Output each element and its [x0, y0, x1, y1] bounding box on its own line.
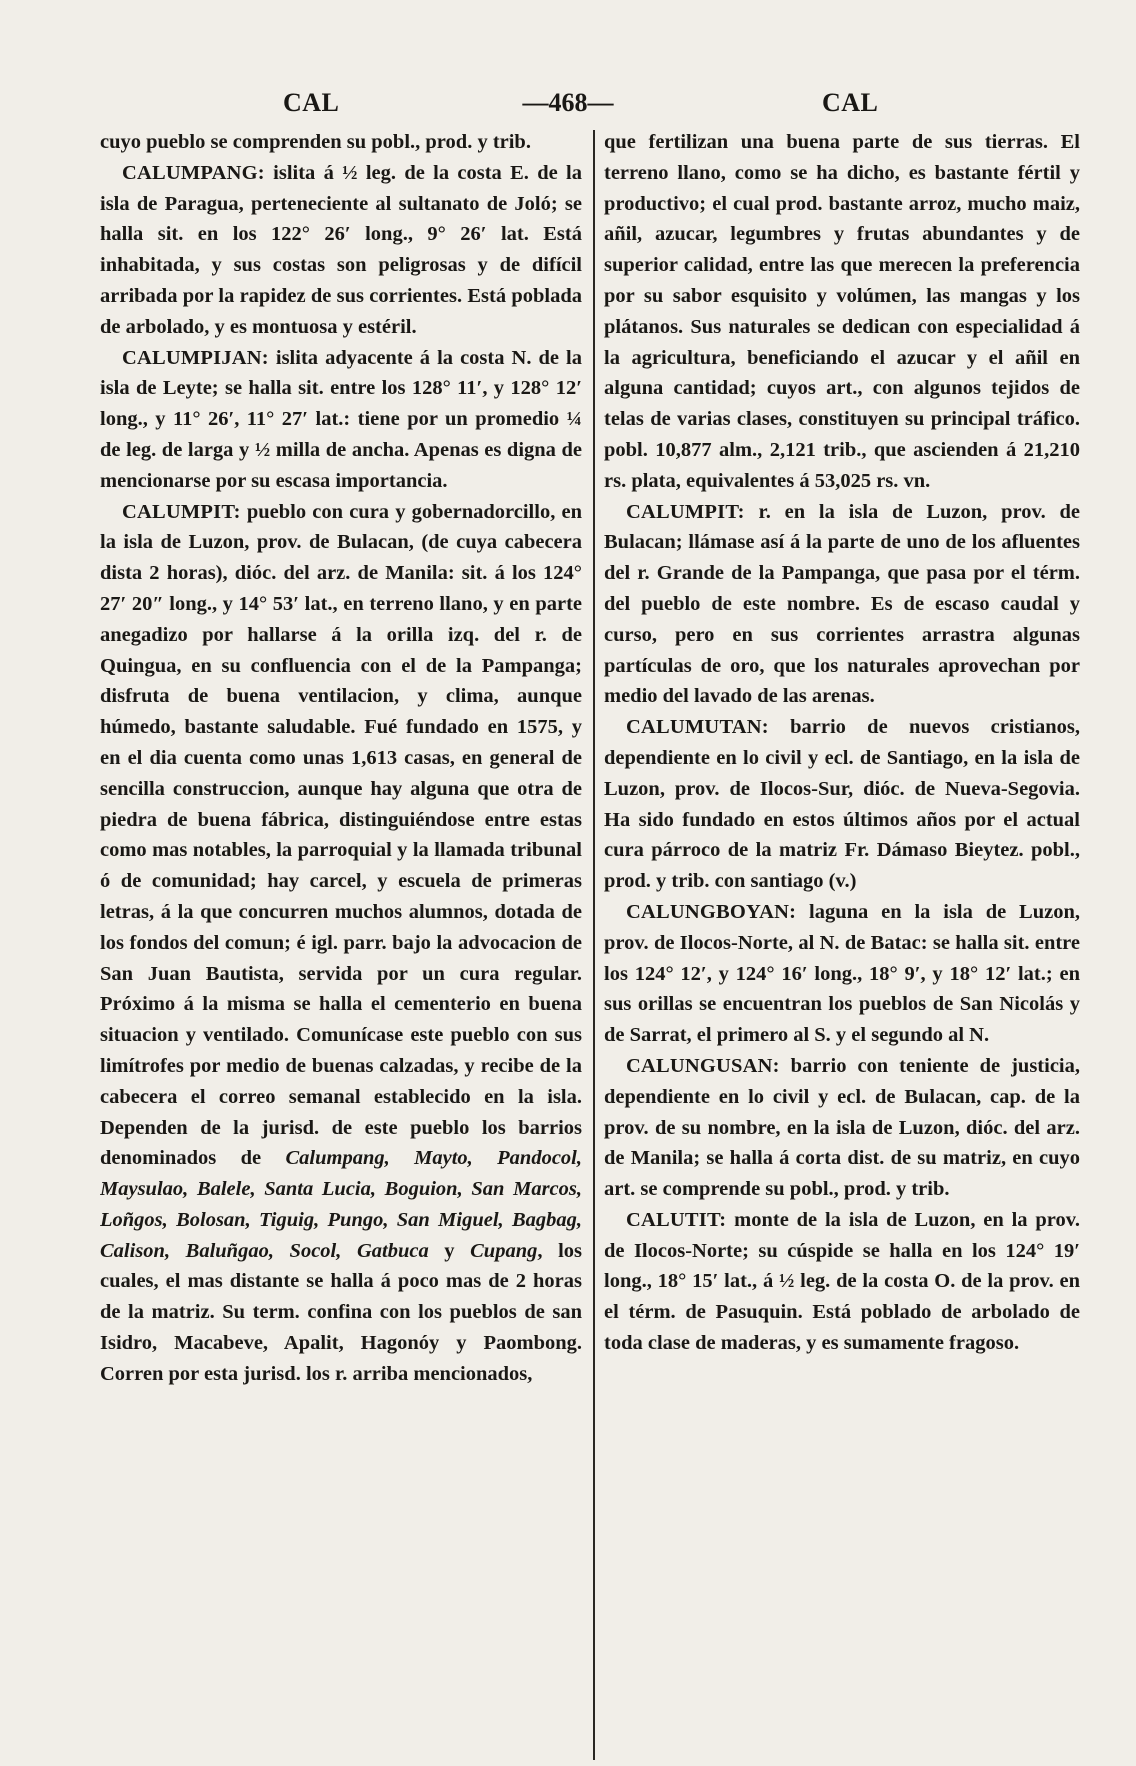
entry-calumpang-islet — [100, 158, 582, 343]
entry-heading: CALUMPANG: — [122, 161, 265, 184]
entry-calumutan — [604, 712, 1080, 897]
entry-calumpit-town — [100, 497, 582, 1390]
entry-text: pueblo con cura y gobernadorcillo, en la isla de Luzon, prov. de Bulacan, (de cuya cabecera dista 2 horas), dióc. del arz. de Manila: sit. á los 124° 27′ 20″ long., y 14° 53′ lat., en terreno llano, y en parte anegadizo por hallarse á la orilla izq. del r. de Quingua, en su confluencia con el de la Pampanga; disfruta de buena ventilacion, y clima, aunque húmedo, bastante saludable. Fué fundado en 1575, y en el dia cuenta como unas 1,613 casas, en general de sencilla construccion, aunque hay alguna que otra de piedra de buena fábrica, distinguiéndose entre estas como mas notables, la parroquial y la llamada tribunal ó de comunidad; hay carcel, y escuela de primeras letras, á la que concurren muchos alumnos, dotada de los fondos del comun; é igl. parr. bajo la advocacion de San Juan Bautista, servida por un cura regular. Próximo á la misma se halla el cementerio en buena situacion y ventilado. Comunícase este pueblo con sus limítrofes por medio de buenas calzadas, y recibe de la cabecera el correo semanal establecido en la isla. Dependen de la jurisd. de este pueblo los barrios denominados de — [100, 500, 582, 1170]
entry-calutit — [604, 1205, 1080, 1359]
paragraph-continued — [604, 127, 1080, 497]
entry-heading: CALUMPIT: — [626, 500, 745, 523]
running-header — [0, 88, 1136, 128]
entry-heading: CALUNGUSAN: — [626, 1054, 780, 1077]
entry-heading: CALUMUTAN: — [626, 716, 769, 739]
entry-heading: CALUNGBOYAN: — [626, 900, 797, 923]
entry-text-continued: , los cuales, el mas distante se halla á poco mas de 2 horas de la matriz. Su term. confina con los pueblos de san Isidro, Macabeve, Apalit, Hagonóy y Paombong. Corren por esta jurisd. los r. arriba mencionados, — [100, 1239, 582, 1385]
barrios-list: Calumpang, Mayto, Pandocol, Maysulao, Balele, Santa Lucia, Boguion, San Marcos, Loñgos, Bolosan, Tiguig, Pungo, San Miguel, Bagbag, Calison, Baluñgao, Socol, Gatbuca — [100, 1147, 582, 1262]
barrio-last: Cupang — [470, 1239, 538, 1262]
column-divider — [593, 130, 595, 1760]
paragraph-text: cuyo pueblo se comprenden su pobl., prod. y trib. — [100, 131, 531, 153]
left-column — [100, 127, 582, 1737]
entry-text: islita á ½ leg. de la costa E. de la isla de Paragua, perteneciente al sultanato de Joló; se halla sit. en los 122° 26′ long., 9° 26′ lat. Está inhabitada, y sus costas son peligrosas y de difícil arribada por la rapidez de sus corrientes. Está poblada de arbolado, y es montuosa y estéril. — [100, 161, 582, 338]
entry-text: laguna en la isla de Luzon, prov. de Ilocos-Norte, al N. de Batac: se halla sit. entre los 124° 12′, y 124° 16′ long., 18° 9′, y 18° 12′ lat.; en sus orillas se encuentran los pueblos de San Nicolás y de Sarrat, el primero al S. y el segundo al N. — [604, 900, 1080, 1047]
header-left-guide-word: CAL — [283, 88, 340, 117]
right-column — [604, 127, 1080, 1737]
entry-text: monte de la isla de Luzon, en la prov. de Ilocos-Norte; su cúspide se halla en los 124° 19′ long., 18° 15′ lat., á ½ leg. de la costa O. de la prov. en el térm. de Pasuquin. Está poblado de arbolado de toda clase de maderas, y es sumamente fragoso. — [604, 1208, 1080, 1355]
entry-text: islita adyacente á la costa N. de la isla de Leyte; se halla sit. entre los 128° 11′, y 128° 12′ long., y 11° 26′, 11° 27′ lat.: tiene por un promedio ¼ de leg. de larga y ½ milla de ancha. Apenas es digna de mencionarse por su escasa importancia. — [100, 346, 582, 492]
entry-heading: CALUMPIT: — [122, 500, 241, 523]
entry-calungusan — [604, 1051, 1080, 1205]
entry-calumpijan — [100, 343, 582, 497]
entry-text: r. en la isla de Luzon, prov. de Bulacan; llámase así á la parte de uno de los afluentes del r. Grande de la Pampanga, que pasa por el térm. del pueblo de este nombre. Es de escaso caudal y curso, pero en sus corrientes arrastra algunas partículas de oro, que los naturales aprovechan por medio del lavado de las arenas. — [604, 500, 1080, 708]
page-number: —468— — [522, 88, 614, 117]
entry-text: barrio de nuevos cristianos, dependiente en lo civil y ecl. de Santiago, en la isla de Luzon, prov. de Ilocos-Sur, dióc. de Nueva-Segovia. Ha sido fundado en estos últimos años por el actual cura párroco de la matriz Fr. Dámaso Bieytez. pobl., prod. y trib. con santiago (v.) — [604, 716, 1080, 893]
entry-calungboyan — [604, 897, 1080, 1051]
entry-heading: CALUMPIJAN: — [122, 346, 269, 369]
entry-text: barrio con teniente de justicia, dependiente en lo civil y ecl. de Bulacan, cap. de la prov. de su nombre, en la isla de Luzon, dióc. del arz. de Manila; se halla á corta dist. de su matriz, en cuyo art. se comprende su pobl., prod. y trib. — [604, 1054, 1080, 1201]
conjunction: y — [428, 1239, 471, 1262]
header-right-guide-word: CAL — [822, 88, 879, 117]
entry-calumpit-river — [604, 497, 1080, 713]
entry-heading: CALUTIT: — [626, 1208, 727, 1231]
paragraph-text: que fertilizan una buena parte de sus tierras. El terreno llano, como se ha dicho, es bastante fértil y productivo; el cual prod. bastante arroz, mucho maiz, añil, azucar, legumbres y frutas abundantes y de superior calidad, entre las que merecen la preferencia por su sabor esquisito y volúmen, las mangas y los plátanos. Sus naturales se dedican con especialidad á la agricultura, beneficiando el azucar y el añil en alguna cantidad; cuyos art., con algunos tejidos de telas de varias clases, constituyen su principal tráfico. pobl. 10,877 alm., 2,121 trib., que ascienden á 21,210 rs. plata, equivalentes á 53,025 rs. vn. — [604, 131, 1080, 492]
paragraph-continued — [100, 127, 582, 158]
